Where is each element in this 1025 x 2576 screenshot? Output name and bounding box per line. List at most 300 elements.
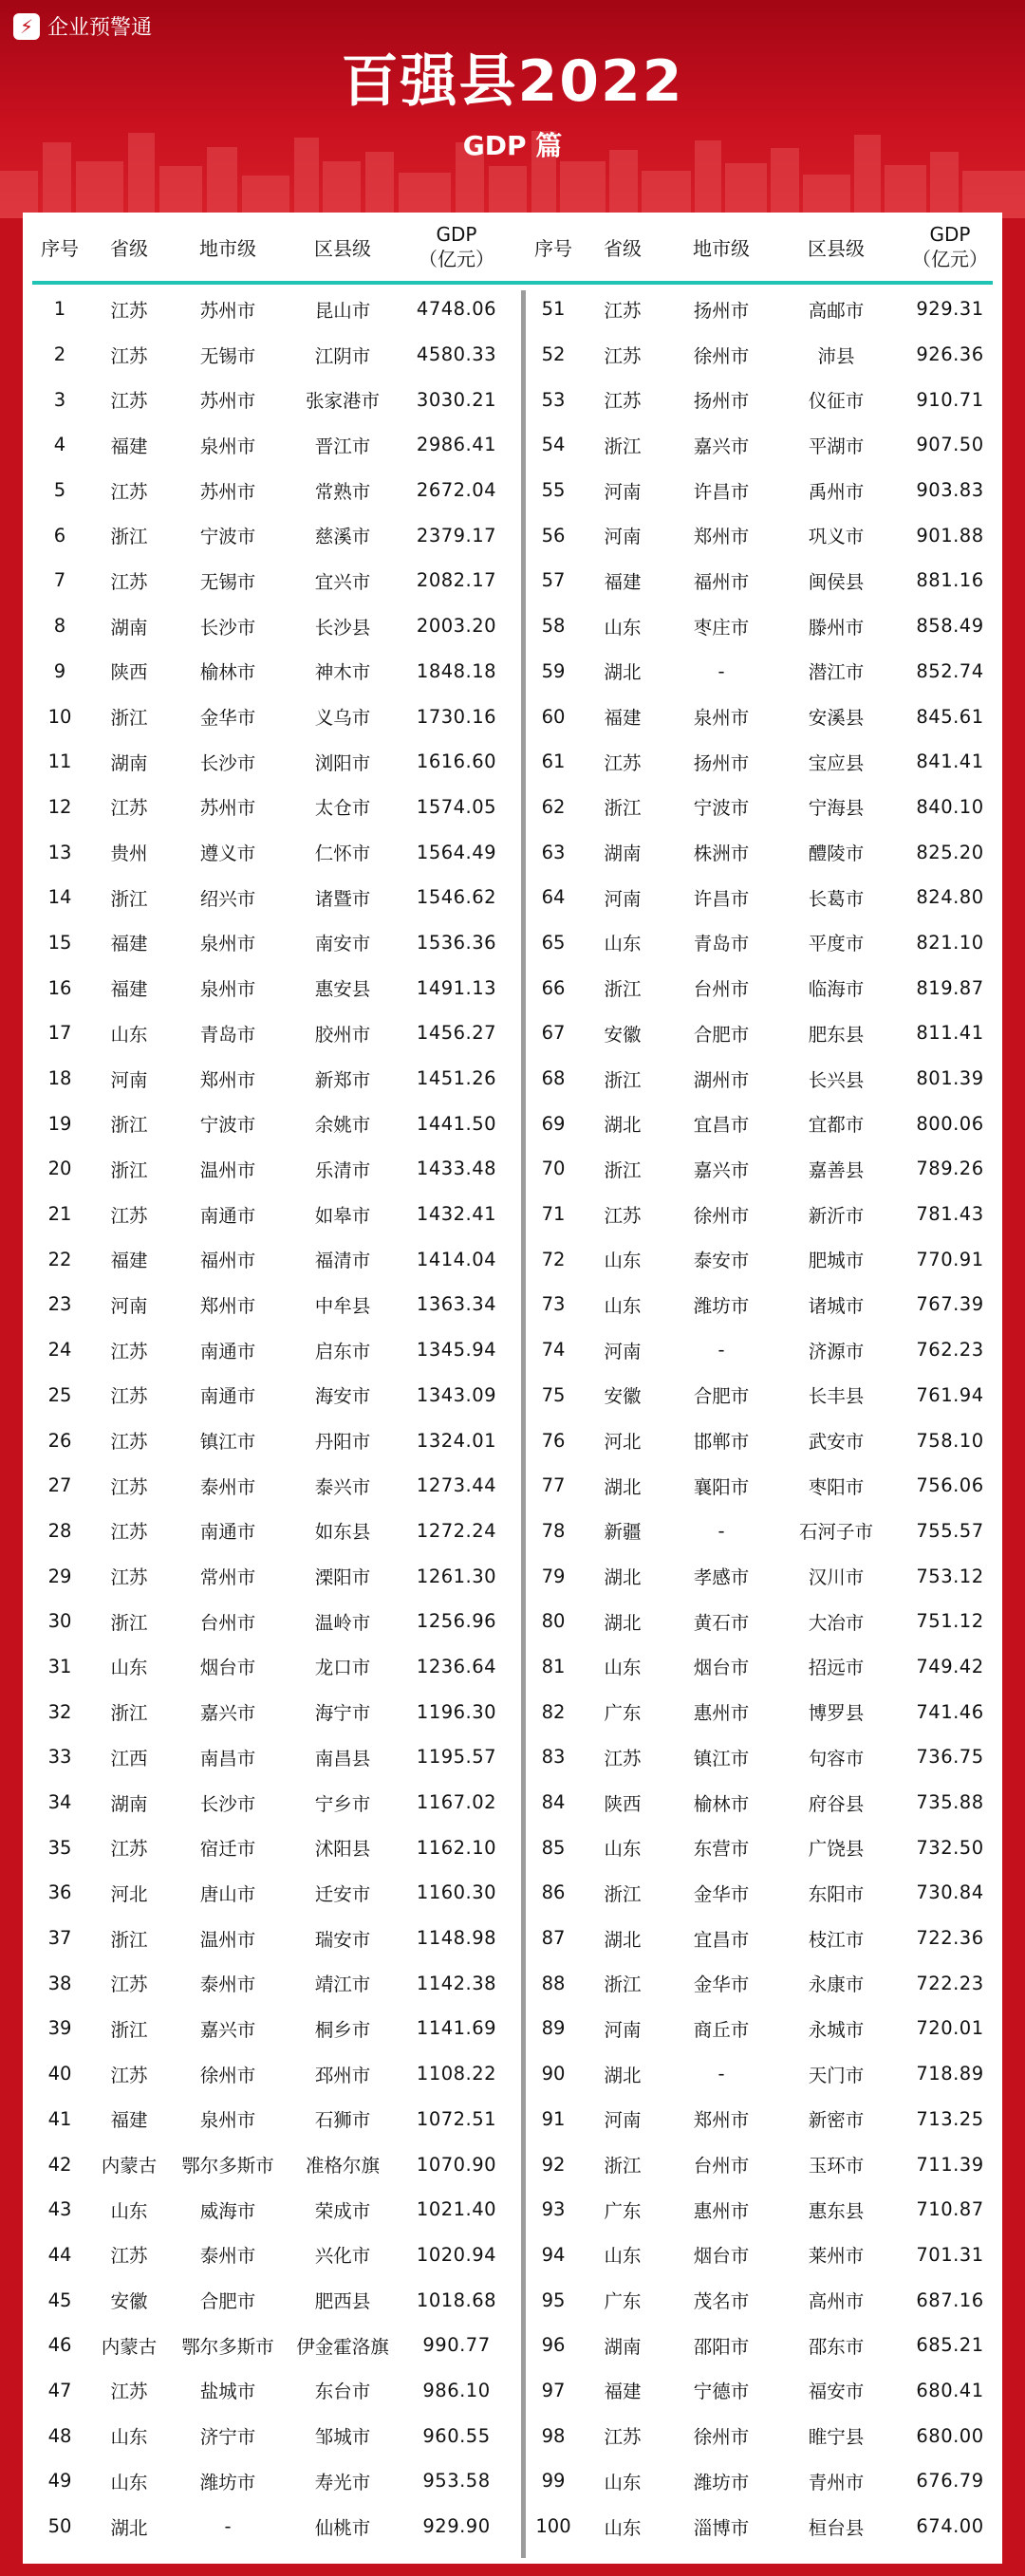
- cell-rank: 61: [541, 751, 566, 773]
- cell-county: 福清市: [314, 1250, 371, 1272]
- table-row: [32, 1327, 512, 1373]
- cell-rank: 45: [47, 2289, 72, 2311]
- cell-province: 江苏: [110, 1385, 148, 1408]
- cell-rank: 39: [47, 2017, 72, 2040]
- cell-city: 郑州市: [693, 526, 750, 548]
- cell-county: 长兴县: [808, 1068, 865, 1091]
- table-body-right: [526, 287, 1006, 2548]
- cell-city: 金华市: [693, 1882, 750, 1905]
- cell-city: 株洲市: [693, 843, 750, 865]
- cell-city: 徐州市: [693, 2426, 750, 2449]
- cell-county: 高邮市: [808, 299, 865, 322]
- cell-province: 山东: [110, 2471, 148, 2493]
- cell-gdp: 821.10: [916, 931, 984, 954]
- cell-city: 烟台市: [693, 2245, 750, 2268]
- cell-province: 江苏: [110, 2381, 148, 2403]
- cell-city: 湖州市: [693, 1068, 750, 1091]
- table-row: [32, 1825, 512, 1870]
- table-row: [526, 1101, 1006, 1146]
- cell-gdp: 840.10: [916, 795, 984, 818]
- table-row: [32, 1509, 512, 1554]
- table-row: [32, 2277, 512, 2323]
- cell-county: 永康市: [808, 1974, 865, 1996]
- cell-gdp: 1160.30: [416, 1881, 497, 1904]
- cell-gdp: 680.41: [916, 2379, 984, 2401]
- table-row: [32, 1192, 512, 1237]
- cell-city: 泉州市: [199, 2109, 256, 2132]
- cell-province: 江苏: [604, 751, 642, 774]
- cell-city: 鄂尔多斯市: [181, 2335, 274, 2358]
- cell-gdp: 903.83: [916, 479, 984, 502]
- table-row: [526, 2006, 1006, 2051]
- cell-county: 新郑市: [314, 1068, 371, 1091]
- table-row: [32, 332, 512, 378]
- table-row: [526, 1780, 1006, 1825]
- cell-gdp: 1345.94: [416, 1339, 497, 1362]
- cell-city: 徐州市: [199, 2064, 256, 2086]
- cell-rank: 64: [541, 886, 566, 909]
- cell-rank: 47: [47, 2379, 72, 2401]
- cell-province: 陕西: [110, 661, 148, 684]
- cell-rank: 50: [47, 2515, 72, 2538]
- cell-rank: 10: [47, 705, 72, 728]
- cell-rank: 80: [541, 1610, 566, 1633]
- table-row: [32, 422, 512, 468]
- cell-province: 福建: [604, 2381, 642, 2403]
- cell-county: 睢宁县: [808, 2426, 865, 2449]
- table-row: [32, 2006, 512, 2051]
- cell-gdp: 845.61: [916, 705, 984, 728]
- cell-county: 宁海县: [808, 797, 865, 820]
- table-row: [526, 1553, 1006, 1599]
- cell-province: 安徽: [604, 1385, 642, 1408]
- cell-province: 山东: [604, 933, 642, 955]
- cell-county: 神木市: [314, 661, 371, 684]
- table-row: [32, 1373, 512, 1418]
- table-row: [526, 649, 1006, 695]
- table-left-half: [32, 213, 512, 2548]
- cell-gdp: 730.84: [916, 1881, 984, 1904]
- cell-gdp: 767.39: [916, 1293, 984, 1316]
- cell-county: 准格尔旗: [305, 2155, 380, 2178]
- cell-rank: 97: [541, 2379, 566, 2401]
- cell-county: 诸暨市: [314, 887, 371, 910]
- cell-gdp: 1730.16: [416, 705, 497, 728]
- cell-county: 长葛市: [808, 887, 865, 910]
- cell-county: 兴化市: [314, 2245, 371, 2268]
- table-row: [32, 468, 512, 513]
- cell-rank: 91: [541, 2107, 566, 2130]
- cell-province: 浙江: [110, 1702, 148, 1725]
- cell-province: 江苏: [110, 1475, 148, 1498]
- cell-city: -: [224, 2515, 232, 2538]
- cell-county: 义乌市: [314, 707, 371, 730]
- cell-gdp: 761.94: [916, 1383, 984, 1406]
- cell-province: 江苏: [110, 1340, 148, 1362]
- cell-city: 宁波市: [199, 1114, 256, 1137]
- cell-county: 肥东县: [808, 1023, 865, 1046]
- page-subtitle: GDP 篇: [462, 130, 563, 161]
- cell-gdp: 926.36: [916, 343, 984, 366]
- cell-province: 江苏: [110, 480, 148, 503]
- cell-city: 泉州市: [199, 933, 256, 955]
- cell-city: 长沙市: [199, 751, 256, 774]
- cell-province: 广东: [604, 2199, 642, 2222]
- cell-rank: 92: [541, 2153, 566, 2176]
- table-row: [526, 1418, 1006, 1463]
- cell-rank: 84: [541, 1791, 566, 1814]
- cell-gdp: 710.87: [916, 2198, 984, 2221]
- cell-rank: 77: [541, 1474, 566, 1497]
- cell-gdp: 1616.60: [416, 751, 497, 773]
- cell-county: 启东市: [314, 1340, 371, 1362]
- cell-province: 湖北: [604, 2064, 642, 2086]
- cell-county: 慈溪市: [314, 526, 371, 548]
- cell-province: 江苏: [110, 2245, 148, 2268]
- cell-province: 江苏: [110, 797, 148, 820]
- cell-province: 浙江: [604, 1882, 642, 1905]
- cell-rank: 78: [541, 1519, 566, 1542]
- cell-rank: 60: [541, 705, 566, 728]
- cell-province: 山东: [110, 1023, 148, 1046]
- cell-gdp: 685.21: [916, 2334, 984, 2357]
- cell-province: 湖南: [604, 2335, 642, 2358]
- cell-province: 山东: [110, 2199, 148, 2222]
- cell-city: 郑州市: [199, 1068, 256, 1091]
- cell-rank: 85: [541, 1836, 566, 1859]
- cell-rank: 53: [541, 388, 566, 411]
- cell-province: 湖南: [110, 616, 148, 639]
- cell-city: 泰州市: [199, 2245, 256, 2268]
- cell-rank: 86: [541, 1881, 566, 1904]
- cell-gdp: 986.10: [422, 2379, 491, 2401]
- cell-province: 浙江: [604, 435, 642, 457]
- cell-province: 江苏: [604, 1747, 642, 1770]
- table-row: [526, 875, 1006, 920]
- table-row: [526, 785, 1006, 830]
- cell-province: 山东: [604, 1250, 642, 1272]
- cell-county: 惠安县: [314, 978, 371, 1001]
- page-title: 百强县2022: [341, 48, 684, 115]
- table-row: [32, 875, 512, 920]
- cell-city: 宁德市: [693, 2381, 750, 2403]
- table-row: [32, 2323, 512, 2368]
- cell-county: 嘉善县: [808, 1158, 865, 1181]
- table-header: [32, 213, 512, 281]
- cell-county: 青州市: [808, 2471, 865, 2493]
- cell-rank: 22: [47, 1248, 72, 1270]
- cell-province: 浙江: [110, 526, 148, 548]
- cell-rank: 34: [47, 1791, 72, 1814]
- cell-gdp: 1272.24: [416, 1519, 497, 1542]
- cell-city: 绍兴市: [199, 887, 256, 910]
- cell-city: 扬州市: [693, 390, 750, 413]
- cell-province: 浙江: [604, 2155, 642, 2178]
- table-row: [526, 1282, 1006, 1327]
- cell-province: 河南: [604, 526, 642, 548]
- cell-rank: 41: [47, 2107, 72, 2130]
- cell-rank: 93: [541, 2198, 566, 2221]
- header-county: 区县级: [314, 236, 371, 260]
- table-row: [526, 2323, 1006, 2368]
- table-row: [32, 1780, 512, 1825]
- cell-gdp: 3030.21: [416, 388, 497, 411]
- table-row: [526, 1825, 1006, 1870]
- cell-gdp: 1148.98: [416, 1927, 497, 1950]
- table-row: [32, 2413, 512, 2458]
- cell-gdp: 1273.44: [416, 1474, 497, 1497]
- cell-city: 台州市: [693, 978, 750, 1001]
- cell-city: 邯郸市: [693, 1431, 750, 1454]
- cell-county: 招远市: [808, 1657, 865, 1679]
- header-rank: 序号: [534, 236, 572, 260]
- cell-province: 河南: [604, 2109, 642, 2132]
- cell-province: 湖北: [604, 1114, 642, 1137]
- table-row: [526, 2504, 1006, 2549]
- cell-county: 仁怀市: [314, 843, 371, 865]
- cell-rank: 63: [541, 841, 566, 863]
- cell-rank: 76: [541, 1429, 566, 1452]
- cell-rank: 14: [47, 886, 72, 909]
- cell-city: 宜昌市: [693, 1928, 750, 1951]
- table-row: [32, 1282, 512, 1327]
- cell-city: 温州市: [199, 1928, 256, 1951]
- cell-county: 常熟市: [314, 480, 371, 503]
- cell-rank: 51: [541, 298, 566, 321]
- header-rank: 序号: [41, 236, 79, 260]
- table-row: [32, 1916, 512, 1961]
- cell-gdp: 781.43: [916, 1203, 984, 1226]
- cell-gdp: 1414.04: [416, 1248, 497, 1270]
- cell-city: 福州市: [693, 570, 750, 593]
- cell-gdp: 1141.69: [416, 2017, 497, 2040]
- cell-county: 张家港市: [305, 390, 380, 413]
- cell-city: -: [718, 659, 725, 682]
- cell-county: 如东县: [314, 1521, 371, 1544]
- cell-city: 南通市: [199, 1385, 256, 1408]
- cell-province: 广东: [604, 1702, 642, 1725]
- cell-gdp: 811.41: [916, 1022, 984, 1045]
- table-row: [526, 2051, 1006, 2097]
- cell-province: 江苏: [604, 344, 642, 367]
- cell-province: 河北: [110, 1882, 148, 1905]
- table-row: [32, 2051, 512, 2097]
- cell-city: 台州市: [199, 1611, 256, 1634]
- cell-gdp: 674.00: [916, 2515, 984, 2538]
- table-row: [32, 1146, 512, 1192]
- cell-rank: 49: [47, 2470, 72, 2493]
- cell-province: 福建: [110, 933, 148, 955]
- cell-gdp: 2003.20: [416, 615, 497, 638]
- cell-gdp: 687.16: [916, 2289, 984, 2311]
- cell-gdp: 736.75: [916, 1746, 984, 1769]
- table-row: [32, 649, 512, 695]
- cell-province: 福建: [110, 2109, 148, 2132]
- cell-gdp: 1441.50: [416, 1112, 497, 1135]
- cell-province: 江苏: [110, 2064, 148, 2086]
- cell-rank: 43: [47, 2198, 72, 2221]
- cell-province: 山东: [604, 1294, 642, 1317]
- cell-city: 东营市: [693, 1838, 750, 1861]
- cell-rank: 1: [53, 298, 66, 321]
- cell-gdp: 701.31: [916, 2243, 984, 2266]
- cell-rank: 19: [47, 1112, 72, 1135]
- cell-province: 福建: [110, 1250, 148, 1272]
- cell-province: 江苏: [110, 1974, 148, 1996]
- header-county: 区县级: [808, 236, 865, 260]
- cell-province: 安徽: [110, 2290, 148, 2313]
- table-row: [526, 829, 1006, 875]
- ranking-table: [23, 213, 1002, 2564]
- table-row: [32, 2504, 512, 2549]
- cell-city: 扬州市: [693, 751, 750, 774]
- cell-city: 嘉兴市: [199, 2018, 256, 2041]
- cell-rank: 28: [47, 1519, 72, 1542]
- cell-rank: 15: [47, 931, 72, 954]
- cell-gdp: 1196.30: [416, 1700, 497, 1723]
- cell-county: 沛县: [817, 344, 855, 367]
- cell-county: 莱州市: [808, 2245, 865, 2268]
- cell-city: 孝感市: [693, 1566, 750, 1589]
- cell-province: 江苏: [604, 1204, 642, 1227]
- cell-county: 枝江市: [808, 1928, 865, 1951]
- table-row: [526, 1192, 1006, 1237]
- cell-rank: 70: [541, 1158, 566, 1180]
- cell-gdp: 929.90: [422, 2515, 491, 2538]
- table-row: [32, 512, 512, 558]
- cell-gdp: 755.57: [916, 1519, 984, 1542]
- cell-city: 常州市: [199, 1566, 256, 1589]
- cell-gdp: 1142.38: [416, 1972, 497, 1994]
- cell-rank: 68: [541, 1067, 566, 1090]
- cell-gdp: 824.80: [916, 886, 984, 909]
- table-row: [32, 829, 512, 875]
- cell-rank: 30: [47, 1610, 72, 1633]
- cell-province: 贵州: [110, 843, 148, 865]
- cell-rank: 75: [541, 1383, 566, 1406]
- cell-city: 许昌市: [693, 480, 750, 503]
- cell-gdp: 732.50: [916, 1836, 984, 1859]
- cell-province: 内蒙古: [101, 2155, 158, 2178]
- cell-province: 湖南: [110, 751, 148, 774]
- table-row: [32, 603, 512, 649]
- cell-county: 溧阳市: [314, 1566, 371, 1589]
- cell-rank: 73: [541, 1293, 566, 1316]
- cell-gdp: 801.39: [916, 1067, 984, 1090]
- cell-gdp: 1546.62: [416, 886, 497, 909]
- cell-county: 句容市: [808, 1747, 865, 1770]
- cell-city: 烟台市: [199, 1657, 256, 1679]
- cell-county: 福安市: [808, 2381, 865, 2403]
- table-row: [32, 1734, 512, 1780]
- cell-city: 鄂尔多斯市: [181, 2155, 274, 2178]
- cell-county: 温岭市: [314, 1611, 371, 1634]
- cell-gdp: 751.12: [916, 1610, 984, 1633]
- table-row: [526, 1960, 1006, 2006]
- cell-county: 荣成市: [314, 2199, 371, 2222]
- cell-city: -: [718, 1339, 725, 1362]
- cell-city: 温州市: [199, 1158, 256, 1181]
- cell-county: 昆山市: [314, 299, 371, 322]
- cell-city: 淄博市: [693, 2516, 750, 2539]
- cell-city: 惠州市: [693, 2199, 750, 2222]
- table-row: [526, 422, 1006, 468]
- table-row: [32, 1101, 512, 1146]
- cell-province: 湖北: [604, 1566, 642, 1589]
- cell-city: 南通市: [199, 1340, 256, 1362]
- table-header: [526, 213, 1006, 281]
- cell-city: 茂名市: [693, 2290, 750, 2313]
- cell-county: 邳州市: [314, 2064, 371, 2086]
- cell-province: 浙江: [110, 707, 148, 730]
- cell-city: 镇江市: [199, 1431, 256, 1454]
- cell-city: 扬州市: [693, 299, 750, 322]
- table-row: [526, 2187, 1006, 2233]
- cell-province: 江苏: [604, 390, 642, 413]
- cell-city: 青岛市: [199, 1023, 256, 1046]
- header-gdp-unit: （亿元）: [912, 248, 988, 270]
- cell-city: 榆林市: [693, 1792, 750, 1815]
- cell-rank: 74: [541, 1339, 566, 1362]
- cell-county: 东台市: [314, 2381, 371, 2403]
- cell-gdp: 1167.02: [416, 1791, 497, 1814]
- cell-city: 泰安市: [693, 1250, 750, 1272]
- header-gdp: [401, 222, 512, 271]
- cell-city: 金华市: [199, 707, 256, 730]
- cell-city: 烟台市: [693, 1657, 750, 1679]
- cell-rank: 36: [47, 1881, 72, 1904]
- cell-rank: 27: [47, 1474, 72, 1497]
- cell-city: 宁波市: [693, 797, 750, 820]
- cell-province: 浙江: [110, 1114, 148, 1137]
- cell-county: 汉川市: [808, 1566, 865, 1589]
- cell-city: 无锡市: [199, 570, 256, 593]
- cell-rank: 95: [541, 2289, 566, 2311]
- cell-province: 福建: [110, 978, 148, 1001]
- cell-county: 石河子市: [798, 1521, 873, 1544]
- cell-county: 博罗县: [808, 1702, 865, 1725]
- cell-province: 湖北: [604, 1611, 642, 1634]
- cell-gdp: 722.36: [916, 1927, 984, 1950]
- cell-rank: 87: [541, 1927, 566, 1950]
- cell-gdp: 858.49: [916, 615, 984, 638]
- cell-province: 山东: [110, 1657, 148, 1679]
- cell-city: 潍坊市: [199, 2471, 256, 2493]
- table-row: [526, 2097, 1006, 2142]
- table-row: [32, 1599, 512, 1644]
- cell-gdp: 735.88: [916, 1791, 984, 1814]
- cell-city: -: [718, 1519, 725, 1542]
- cell-gdp: 819.87: [916, 976, 984, 999]
- cell-rank: 55: [541, 479, 566, 502]
- cell-county: 瑞安市: [314, 1928, 371, 1951]
- cell-province: 湖北: [110, 2516, 148, 2539]
- table-row: [32, 739, 512, 785]
- cell-county: 浏阳市: [314, 751, 371, 774]
- cell-county: 潜江市: [808, 661, 865, 684]
- header-gdp-unit: （亿元）: [419, 248, 494, 270]
- cell-city: 泉州市: [693, 707, 750, 730]
- cell-county: 靖江市: [314, 1974, 371, 1996]
- cell-county: 邵东市: [808, 2335, 865, 2358]
- cell-province: 江苏: [110, 1521, 148, 1544]
- cell-county: 惠东县: [808, 2199, 865, 2222]
- cell-city: 宿迁市: [199, 1838, 256, 1861]
- cell-gdp: 713.25: [916, 2107, 984, 2130]
- cell-gdp: 741.46: [916, 1700, 984, 1723]
- cell-province: 江苏: [110, 390, 148, 413]
- header-gdp-label: GDP: [929, 223, 971, 246]
